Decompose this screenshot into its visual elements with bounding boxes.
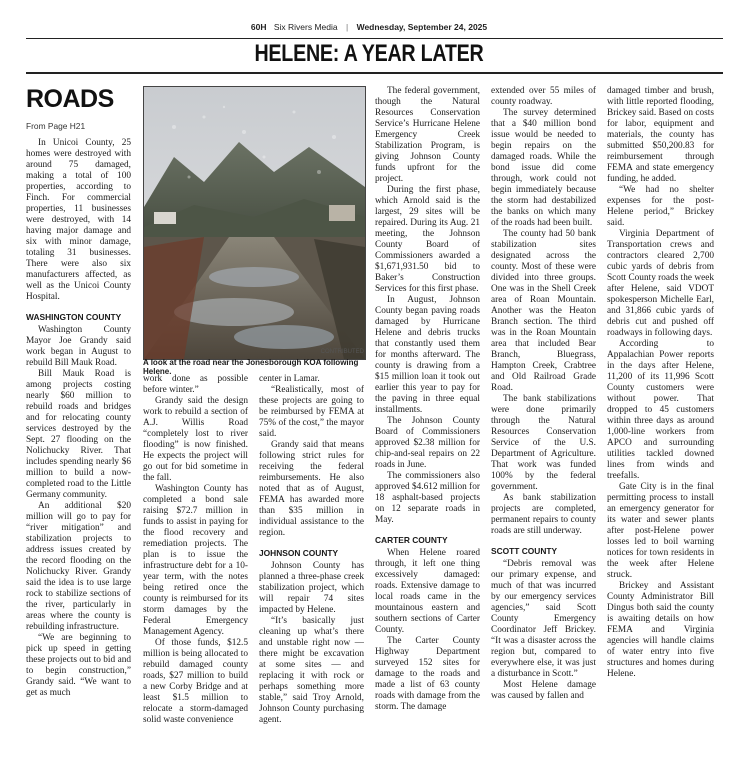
paragraph: “Debris removal was our primary expense, and much of that was incurred by our emergency services agencies,” said Scott County Emergency Coordinator Jeff Brickey. “It was a disaster across the region but, compared to everywhere else, it was just a disturbance in Scott.” (491, 559, 596, 679)
paragraph: The Carter County Highway Department surveyed 152 sites for damage to the roads and made a list of 63 county roads with damage from the storm. The damage (375, 636, 480, 712)
paragraph: As bank stabilization projects are completed, permanent repairs to county roads are still underway. (491, 493, 596, 536)
paragraph: Washington County has completed a bond sale raising $72.7 million in funds to assist in paying for the flood recovery and remediation projects. The plan is to issue the infrastructure debt for a 10-year term, with the notes being retired once the county is reimbursed for its storm damages by the Federal Emergency Management Agency. (143, 484, 248, 637)
photo-image (144, 87, 365, 359)
section-rule (26, 72, 723, 74)
publisher-name: Six Rivers Media (273, 22, 338, 32)
paragraph: The commissioners also approved $4.612 million for 18 asphalt-based projects on 12 separate roads in May. (375, 471, 480, 525)
paragraph: Grandy said the design work to rebuild a section of A.J. Willis Road “completely lost to river flooding” is now finished. He expects the project will go out for bid sometime in the fall. (143, 396, 248, 483)
paragraph: work done as possible before winter.” (143, 374, 248, 395)
paragraph: When Helene roared through, it left one thing excessively damaged: roads. Extensive damage to local roads came in the mountainous eastern and southern sections of Carter County. (375, 548, 480, 635)
jump-line: From Page H21 (26, 121, 86, 131)
paragraph: damaged timber and brush, with little reported flooding, Brickey said. Based on costs for labor, equipment and materials, the county has submitted $50,200.83 for reimbursement through FEMA and state emergency funding, he added. (607, 86, 714, 184)
paragraph: The federal government, though the Natural Resources Conservation Service’s Hurricane Helene Emergency Creek Stabilization Program, is giving Johnson County funds upfront for the project. (375, 86, 480, 184)
column-body (375, 86, 480, 713)
paragraph: In August, Johnson County began paving roads damaged by Hurricane Helene and debris trucks that constantly used them for months afterward. The county is drawing from a $15 million loan it took out earlier this year to pay for the paving in three equal installments. (375, 295, 480, 415)
column-body (143, 374, 248, 726)
paragraph: Washington County Mayor Joe Grandy said work began in August to rebuild Bill Mauk Road. (26, 325, 131, 368)
paragraph: Grandy said that means following strict rules for receiving the federal reimbursements. He also noted that as of August, FEMA has awarded more than $35 million in individual assistance to the region. (259, 440, 364, 538)
article-column-1 (26, 86, 131, 766)
page-number: 60H (250, 22, 267, 32)
paragraph: extended over 55 miles of county roadway. (491, 86, 596, 107)
section-title: HELENE: A YEAR LATER (254, 40, 484, 67)
paragraph: “Realistically, most of these projects are going to be reimbursed by FEMA at 75% of the cost,” the mayor said. (259, 385, 364, 439)
paragraph: “It’s basically just cleaning up what’s there and unstable right now — there might be excavation at some sites — and replacing it with rock or perhaps something more stable,” said Troy Arnold, Johnson County purchasing agent. (259, 616, 364, 725)
paragraph: According to Appalachian Power reports in the days after Helene, 11,200 of its 11,996 Scott County customers were without power. That dropped to 45 customers within three days as around 1,000-line workers from APCO and surrounding utilities tackled downed lines from winds and treefalls. (607, 339, 714, 481)
subhead: WASHINGTON COUNTY (26, 312, 122, 322)
article-column-3 (259, 374, 364, 770)
road-damage-photo (143, 86, 366, 360)
paragraph: Brickey and Assistant County Administrator Bill Dingus both said the county is awaiting details on how FEMA and Virginia agencies will handle claims of water entry into five structures and homes during Helene. (607, 581, 714, 679)
paragraph: Bill Mauk Road is among projects costing nearly $60 million to rebuild roads and bridges and for relocating county services destroyed by the Sept. 27 flooding on the Nolichucky River. That includes spending nearly $6 million to build a now-completed road to the Little Germany community. (26, 369, 131, 500)
paragraph: center in Lamar. (259, 374, 320, 384)
subhead: SCOTT COUNTY (491, 546, 558, 556)
paragraph: The bank stabilizations were done primarily through the Natural Resources Conservation Service of the U.S. Department of Agriculture. That work was funded 100% by the federal government. (491, 394, 596, 492)
photo-caption: A look at the road near the Jonesborough KOA following Helene. (143, 358, 359, 376)
publication-date: Wednesday, September 24, 2025 (356, 22, 488, 32)
paragraph: During the first phase, which Arnold said is the largest, 29 sites will be repaired. During its Aug. 21 meeting, the Johnson County Board of Commissioners awarded a $1,671,931.50 bid to Baker’s Construction Services for this first phase. (375, 185, 480, 294)
paragraph: Of those funds, $12.5 million is being allocated to rebuild damaged county roads, $27 million to build a new Corby Bridge and at least $1.5 million to relocate a storm-damaged solid waste convenience (143, 638, 248, 725)
subhead: CARTER COUNTY (375, 535, 448, 545)
article-column-5 (491, 86, 596, 766)
paragraph: In Unicoi County, 25 homes were destroyed with around 75 damaged, making a total of 100 properties, according to Finch. For commercial properties, 11 businesses were destroyed, with 14 having major damage and six with minor damage, totaling 31 businesses. There were also six manufacturers affected, as well as the Unicoi County Hospital. (26, 138, 131, 302)
article-column-6 (607, 86, 714, 766)
page-folio (0, 22, 738, 32)
article-column-4 (375, 86, 480, 766)
paragraph: Gate City is in the final permitting process to install an emergency generator for its water and sewer plants after post-Helene power losses led to boil warning notices for town residents in the week after Helene struck. (607, 482, 714, 580)
column-body (259, 374, 364, 726)
article-column-2 (143, 374, 248, 770)
folio-separator: | (345, 22, 349, 32)
column-body (607, 86, 714, 680)
paragraph: Virginia Department of Transportation crews and contractors cleared 2,700 cubic yards of debris from Scott County roads the week after Helene, said VDOT spokesperson Michelle Earl, and 31,866 cubic yards of debris cut and pushed off roadways in following days. (607, 229, 714, 338)
paragraph: Johnson County has planned a three-phase creek stabilization project, which will repair 74 sites impacted by Helene. (259, 561, 364, 615)
paragraph: “We had no shelter expenses for the post-Helene period,” Brickey said. (607, 185, 714, 228)
paragraph: The survey determined that a $40 million bond issue would be needed to begin repairs on the damaged roads. While the bond issue did come through, work could not begin immediately because the storm had destabilized the banks on which many of the roads had been built. (491, 108, 596, 228)
paragraph: An additional $20 million will go to pay for “river mitigation” and stabilization projects to address issues created by the record flooding on the Nolichucky River. Grandy said the idea is to use large rock to stabilize sections of the river, particularly in areas where the county is rebuilding infrastructure. (26, 501, 131, 632)
article-headline: ROADS (26, 86, 114, 113)
paragraph: The Johnson County Board of Commissioners approved $2.38 million for chip-and-seal repairs on 22 roads in June. (375, 416, 480, 470)
paragraph: “We are beginning to pick up speed in getting these projects out to bid and to begin construction,” Grandy said. “We want to get as much (26, 633, 131, 698)
column-body (491, 86, 596, 702)
subhead: JOHNSON COUNTY (259, 548, 339, 558)
paragraph: Most Helene damage was caused by fallen and (491, 680, 596, 701)
column-body (26, 138, 131, 699)
photo-credit: CONTRIBUTED (320, 349, 364, 355)
top-rule (26, 38, 723, 39)
paragraph: The county had 50 bank stabilization sites designated across the county. Most of these were divided into three groups. One was in the Shell Creek area of Roan Mountain. Another was the Heaton Branch section. The third was in the Roan Mountain area that included Bear Branch, Bluegrass, Hampton Creek, Crabtree and Old Railroad Grade Road. (491, 229, 596, 393)
